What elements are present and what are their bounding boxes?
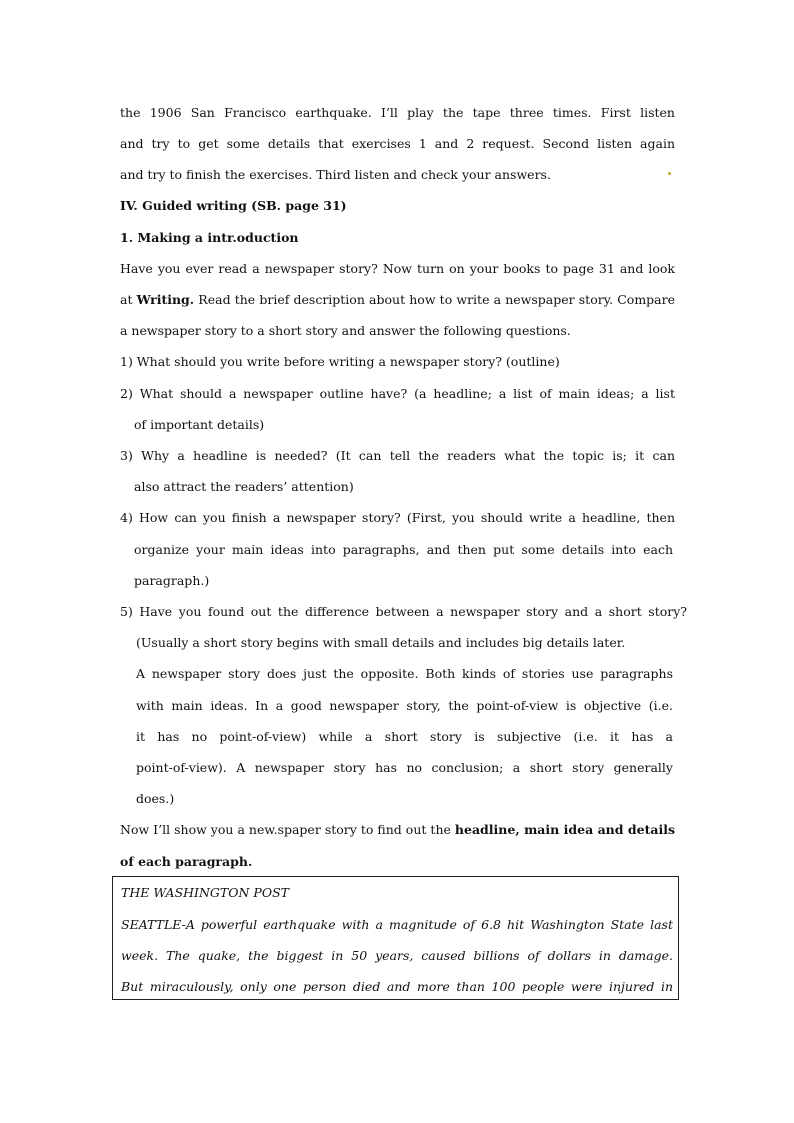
closing-text: Now I’ll show you a new.spaper story to find out the [120,822,455,837]
question-2: 2) What should a newspaper outline have? (a headline; a list of main ideas; a list [120,386,675,401]
question-3-cont: also attract the readers’ attention) [134,479,354,494]
question-5-cont: A newspaper story does just the opposite. Both kinds of stories use paragraphs [136,666,673,681]
newspaper-line: But miraculously, only one person died and more than 100 people were injured in [121,979,673,994]
section-heading: IV. Guided writing (SB. page 31) [120,198,347,213]
question-3: 3) Why a headline is needed? (It can tell the readers what the topic is; it can [120,448,675,463]
question-4-cont: organize your main ideas into paragraphs, and then put some details into each [134,542,673,557]
intro-line: Have you ever read a newspaper story? Now turn on your books to page 31 and look [120,261,675,276]
intro-line: a newspaper story to a short story and answer the following questions. [120,323,571,338]
question-2-cont: of important details) [134,417,265,432]
question-4: 4) How can you finish a newspaper story? (First, you should write a headline, then [120,510,675,525]
question-1: 1) What should you write before writing a newspaper story? (outline) [120,354,560,369]
stray-dot-mark [668,172,671,175]
closing-line-bold: of each paragraph. [120,854,253,869]
sub-heading: 1. Making a intr.oduction [120,230,299,245]
paragraph-line: and try to get some details that exercises 1 and 2 request. Second listen again [120,136,675,151]
closing-bold-text: headline, main idea and details [454,822,675,837]
question-5-cont: does.) [136,791,175,806]
question-5-cont: point-of-view). A newspaper story has no conclusion; a short story generally [136,760,673,775]
newspaper-title: THE WASHINGTON POST [121,885,289,900]
newspaper-line: SEATTLE-A powerful earthquake with a magnitude of 6.8 hit Washington State last [121,917,673,932]
question-5-cont: (Usually a short story begins with small details and includes big details later. [136,635,626,650]
paragraph-line: and try to finish the exercises. Third listen and check your answers. [120,167,551,182]
question-4-cont: paragraph.) [134,573,210,588]
intro-text: at [120,292,137,307]
newspaper-line: week. The quake, the biggest in 50 years, caused billions of dollars in damage. [121,948,673,963]
intro-line [120,292,675,308]
newspaper-box [112,876,679,1000]
question-5-cont: with main ideas. In a good newspaper story, the point-of-view is objective (i.e. [136,698,673,713]
paragraph-line: the 1906 San Francisco earthquake. I’ll play the tape three times. First listen [120,105,675,120]
writing-keyword: Writing. [136,292,195,307]
closing-line [120,822,675,838]
question-5: 5) Have you found out the difference between a newspaper story and a short story? [120,604,687,619]
question-5-cont: it has no point-of-view) while a short story is subjective (i.e. it has a [136,729,673,744]
intro-text: Read the brief description about how to write a newspaper story. Compare [194,292,676,307]
